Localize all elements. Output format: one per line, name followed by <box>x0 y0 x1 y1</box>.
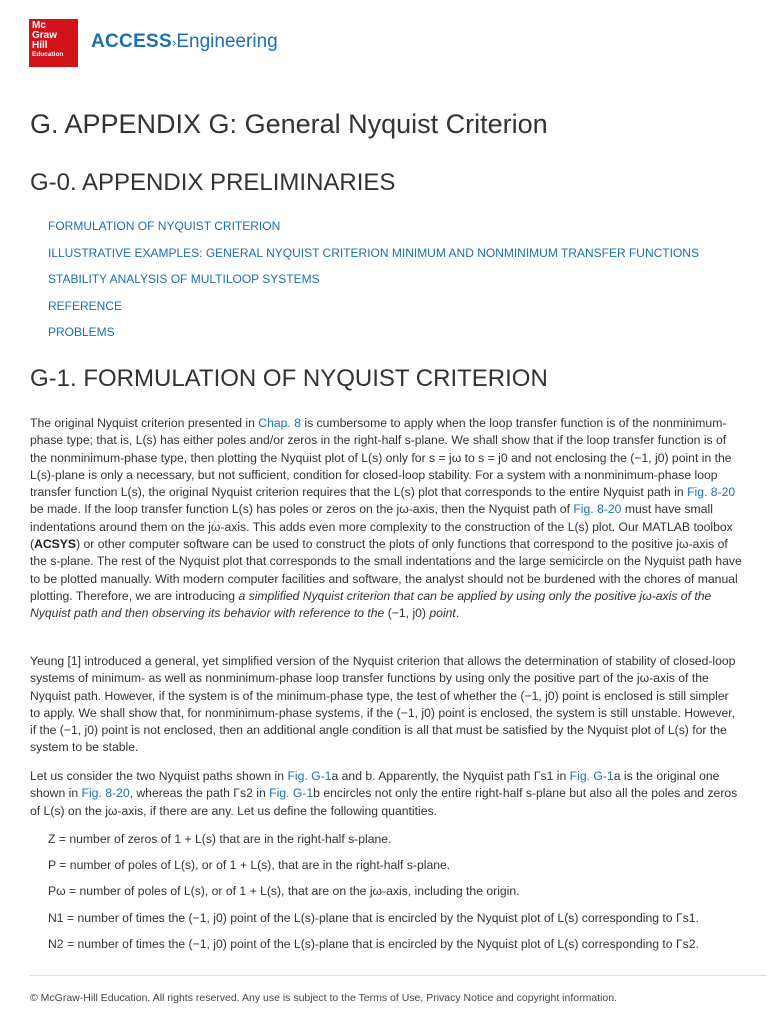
para1-text: (−1, j0) <box>387 606 426 621</box>
para3-text: , whereas the path Γs2 in <box>129 786 270 801</box>
page-title: G. APPENDIX G: General Nyquist Criterion <box>30 109 548 139</box>
definition-p: P = number of poles of L(s), or of 1 + L(s), that are in the right-half s-plane. <box>48 858 451 873</box>
footer-divider <box>30 975 767 976</box>
logo-line-4: Education <box>32 51 64 58</box>
definitions-list <box>48 832 699 963</box>
logo-line-2: Graw <box>32 30 58 41</box>
link-chap-8[interactable]: Chap. 8 <box>258 416 301 430</box>
para3-text: Let us consider the two Nyquist paths shown in <box>30 769 288 783</box>
logo-line-3: Hill <box>32 40 48 51</box>
section-heading-formulation: G-1. FORMULATION OF NYQUIST CRITERION <box>30 365 548 392</box>
brand-access: ACCESS <box>91 31 172 52</box>
para3-text: a is the original one shown in <box>30 769 720 801</box>
toc-link-reference[interactable]: REFERENCE <box>48 298 123 313</box>
para1-text: is cumbersome to apply when the loop transfer function is of the nonminimum-phase type; that is, L(s) has either poles and/or zeros in the right-half s-plane. We shall show that if the loop transfer function is of the nonminimum-phase type, then plotting the Nyquist plot of L(s) only for s = jω to s = j0 and not enclosing the (−1, j0) point in the L(s)-plane is only a necessary, but not sufficient, condition for closed-loop stability. For a system with a nonminimum-phase loop transfer function L(s), the original Nyquist criterion requires that the L(s) plot that corresponds to the entire Nyquist path in <box>30 416 732 500</box>
acsys-label: ACSYS <box>34 537 77 552</box>
toc-link-problems[interactable]: PROBLEMS <box>48 325 115 339</box>
table-of-contents <box>48 219 699 352</box>
link-fig-8-20[interactable]: Fig. 8-20 <box>573 502 622 517</box>
definition-n1: N1 = number of times the (−1, j0) point of the L(s)-plane that is encircled by the Nyquist plot of L(s) corresponding to Γs1. <box>48 910 699 925</box>
logo-line-1: Mc <box>32 20 46 31</box>
para1-emphasis: point <box>426 606 456 621</box>
brand-arrow-icon: › <box>171 35 177 50</box>
para1-text: . <box>455 606 460 621</box>
brand-engineering: Engineering <box>176 31 278 52</box>
link-fig-g-1[interactable]: Fig. G-1 <box>269 786 314 801</box>
para3-text: a and b. Apparently, the Nyquist path Γs1 in <box>331 769 570 783</box>
toc-link-illustrative-examples[interactable]: ILLUSTRATIVE EXAMPLES: GENERAL NYQUIST CRITERION MINIMUM AND NONMINIMUM TRANSFER FUNCTIONS <box>48 245 699 260</box>
section-heading-preliminaries: G-0. APPENDIX PRELIMINARIES <box>30 169 396 196</box>
site-header <box>0 0 768 90</box>
paragraph-3 <box>30 768 742 820</box>
paragraph-2: Yeung [1] introduced a general, yet simplified version of the Nyquist criterion that allows the determination of stability of closed-loop systems of minimum- as well as nonminimum-phase loop transfer functions by using only the positive part of the jω-axis of the Nyquist path. However, if the system is of the minimum-phase type, the test of whether the (−1, j0) point is enclosed is still simpler to apply. We shall show that, for nonminimum-phase systems, if the (−1, j0) point is enclosed, the system is still unstable. However, if the (−1, j0) point is not enclosed, then an additional angle condition is all that must be satisfied by the Nyquist plot of L(s) for the system to be stable. <box>30 654 736 755</box>
definition-p-omega: Pω = number of poles of L(s), or of 1 + L(s), that are on the jω-axis, including the origin. <box>48 884 520 899</box>
link-fig-8-20[interactable]: Fig. 8-20 <box>687 485 736 500</box>
para1-text: The original Nyquist criterion presented in <box>30 416 259 430</box>
link-fig-g-1[interactable]: Fig. G-1 <box>287 769 332 783</box>
access-engineering-logo[interactable] <box>91 31 278 53</box>
para1-text: must have small indentations around them on the jω-axis. This adds even more complexity to the construction of the L(s) plot. Our MATLAB toolbox ( <box>30 502 733 552</box>
paragraph-1 <box>30 415 742 623</box>
para1-text: ) or other computer software can be used to construct the plots of only functions that correspond to the positive jω-axis of the s-plane. The rest of the Nyquist plot that corresponds to the small indentations and the large semicircle on the Nyquist path have to be plotted manually. With modern computer facilities and software, the analyst should not be burdened with the chores of manual plotting. Therefore, we are introducing <box>30 537 742 603</box>
para1-emphasis: a simplified Nyquist criterion that can be applied by using only the positive jω-axis of the Nyquist path and then observing its behavior with reference to the <box>30 588 712 621</box>
definition-z: Z = number of zeros of 1 + L(s) that are in the right-half s-plane. <box>48 832 392 846</box>
para3-text: b encircles not only the entire right-half s-plane but also all the poles and zeros of L(s) on the jω-axis, if there are any. Let us define the following quantities. <box>30 786 738 818</box>
link-fig-8-20[interactable]: Fig. 8-20 <box>81 786 130 801</box>
definition-n2: N2 = number of times the (−1, j0) point of the L(s)-plane that is encircled by the Nyquist plot of L(s) corresponding to Γs2. <box>48 936 699 951</box>
mcgraw-hill-logo[interactable] <box>29 19 78 67</box>
link-fig-g-1[interactable]: Fig. G-1 <box>569 769 614 783</box>
para1-text: be made. If the loop transfer function L(s) has poles or zeros on the jω-axis, then the Nyquist path of <box>30 502 574 517</box>
toc-link-multiloop-stability[interactable]: STABILITY ANALYSIS OF MULTILOOP SYSTEMS <box>48 272 320 286</box>
copyright-footer: © McGraw-Hill Education. All rights reserved. Any use is subject to the Terms of Use, Privacy Notice and copyright information. <box>30 992 618 1004</box>
toc-link-formulation[interactable]: FORMULATION OF NYQUIST CRITERION <box>48 219 281 233</box>
